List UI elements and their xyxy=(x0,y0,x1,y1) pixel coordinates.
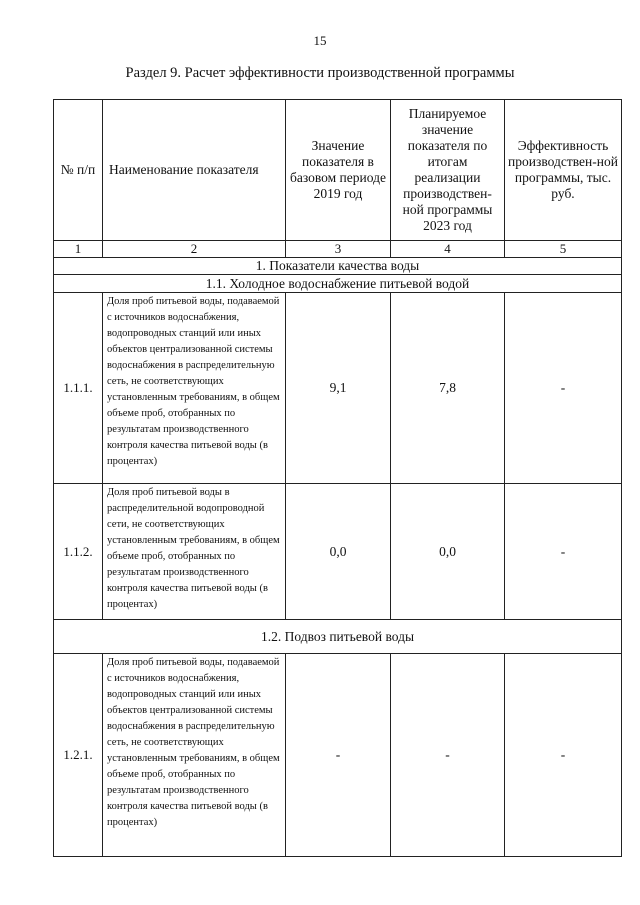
row-efficiency: - xyxy=(505,654,622,857)
column-number: 1 xyxy=(54,241,103,258)
subsection-row xyxy=(54,620,622,654)
header-indicator-name: Наименование показателя xyxy=(103,100,286,241)
header-efficiency: Эффективность производствен-ной программы, тыс. руб. xyxy=(505,100,622,241)
efficiency-table xyxy=(53,99,622,857)
row-base-value: 9,1 xyxy=(286,293,391,484)
column-number: 2 xyxy=(103,241,286,258)
row-indicator-name: Доля проб питьевой воды в распределительной водопроводной сети, не соответствующих установленным требованиям, в общем объеме проб, отобранных по результатам производственного контроля качества питьевой воды (в процентах) xyxy=(103,484,286,620)
row-efficiency: - xyxy=(505,484,622,620)
row-planned-value: - xyxy=(391,654,505,857)
table-row xyxy=(54,484,622,620)
column-number: 5 xyxy=(505,241,622,258)
row-indicator-name: Доля проб питьевой воды, подаваемой с источников водоснабжения, водопроводных станций или иных объектов централизованной системы водоснабжения в распределительную сеть, не соответствующих установленным требованиям, в общем объеме проб, отобранных по результатам производственного контроля качества питьевой воды (в процентах) xyxy=(103,293,286,484)
section-heading: 1. Показатели качества воды xyxy=(54,258,622,275)
row-code: 1.2.1. xyxy=(54,654,103,857)
table-row xyxy=(54,293,622,484)
subsection-row xyxy=(54,275,622,293)
row-code: 1.1.2. xyxy=(54,484,103,620)
column-number: 3 xyxy=(286,241,391,258)
table-row xyxy=(54,654,622,857)
page-number: 15 xyxy=(313,33,327,48)
section-row xyxy=(54,258,622,275)
header-number: № п/п xyxy=(54,100,103,241)
header-planned-value: Планируемое значение показателя по итогам реализации производствен-ной программы 2023 год xyxy=(391,100,505,241)
row-planned-value: 0,0 xyxy=(391,484,505,620)
subsection-heading: 1.1. Холодное водоснабжение питьевой водой xyxy=(54,275,622,293)
row-indicator-name: Доля проб питьевой воды, подаваемой с источников водоснабжения, водопроводных станций или иных объектов централизованной системы водоснабжения в распределительную сеть, не соответствующих установленным требованиям, в общем объеме проб, отобранных по результатам производственного контроля качества питьевой воды (в процентах) xyxy=(103,654,286,857)
section-title: Раздел 9. Расчет эффективности производственной программы xyxy=(125,65,515,81)
row-efficiency: - xyxy=(505,293,622,484)
header-base-value: Значение показателя в базовом периоде 2019 год xyxy=(286,100,391,241)
column-number-row xyxy=(54,241,622,258)
header-row xyxy=(54,100,622,241)
column-number: 4 xyxy=(391,241,505,258)
row-planned-value: 7,8 xyxy=(391,293,505,484)
row-code: 1.1.1. xyxy=(54,293,103,484)
row-base-value: - xyxy=(286,654,391,857)
row-base-value: 0,0 xyxy=(286,484,391,620)
subsection-heading: 1.2. Подвоз питьевой воды xyxy=(54,620,622,654)
